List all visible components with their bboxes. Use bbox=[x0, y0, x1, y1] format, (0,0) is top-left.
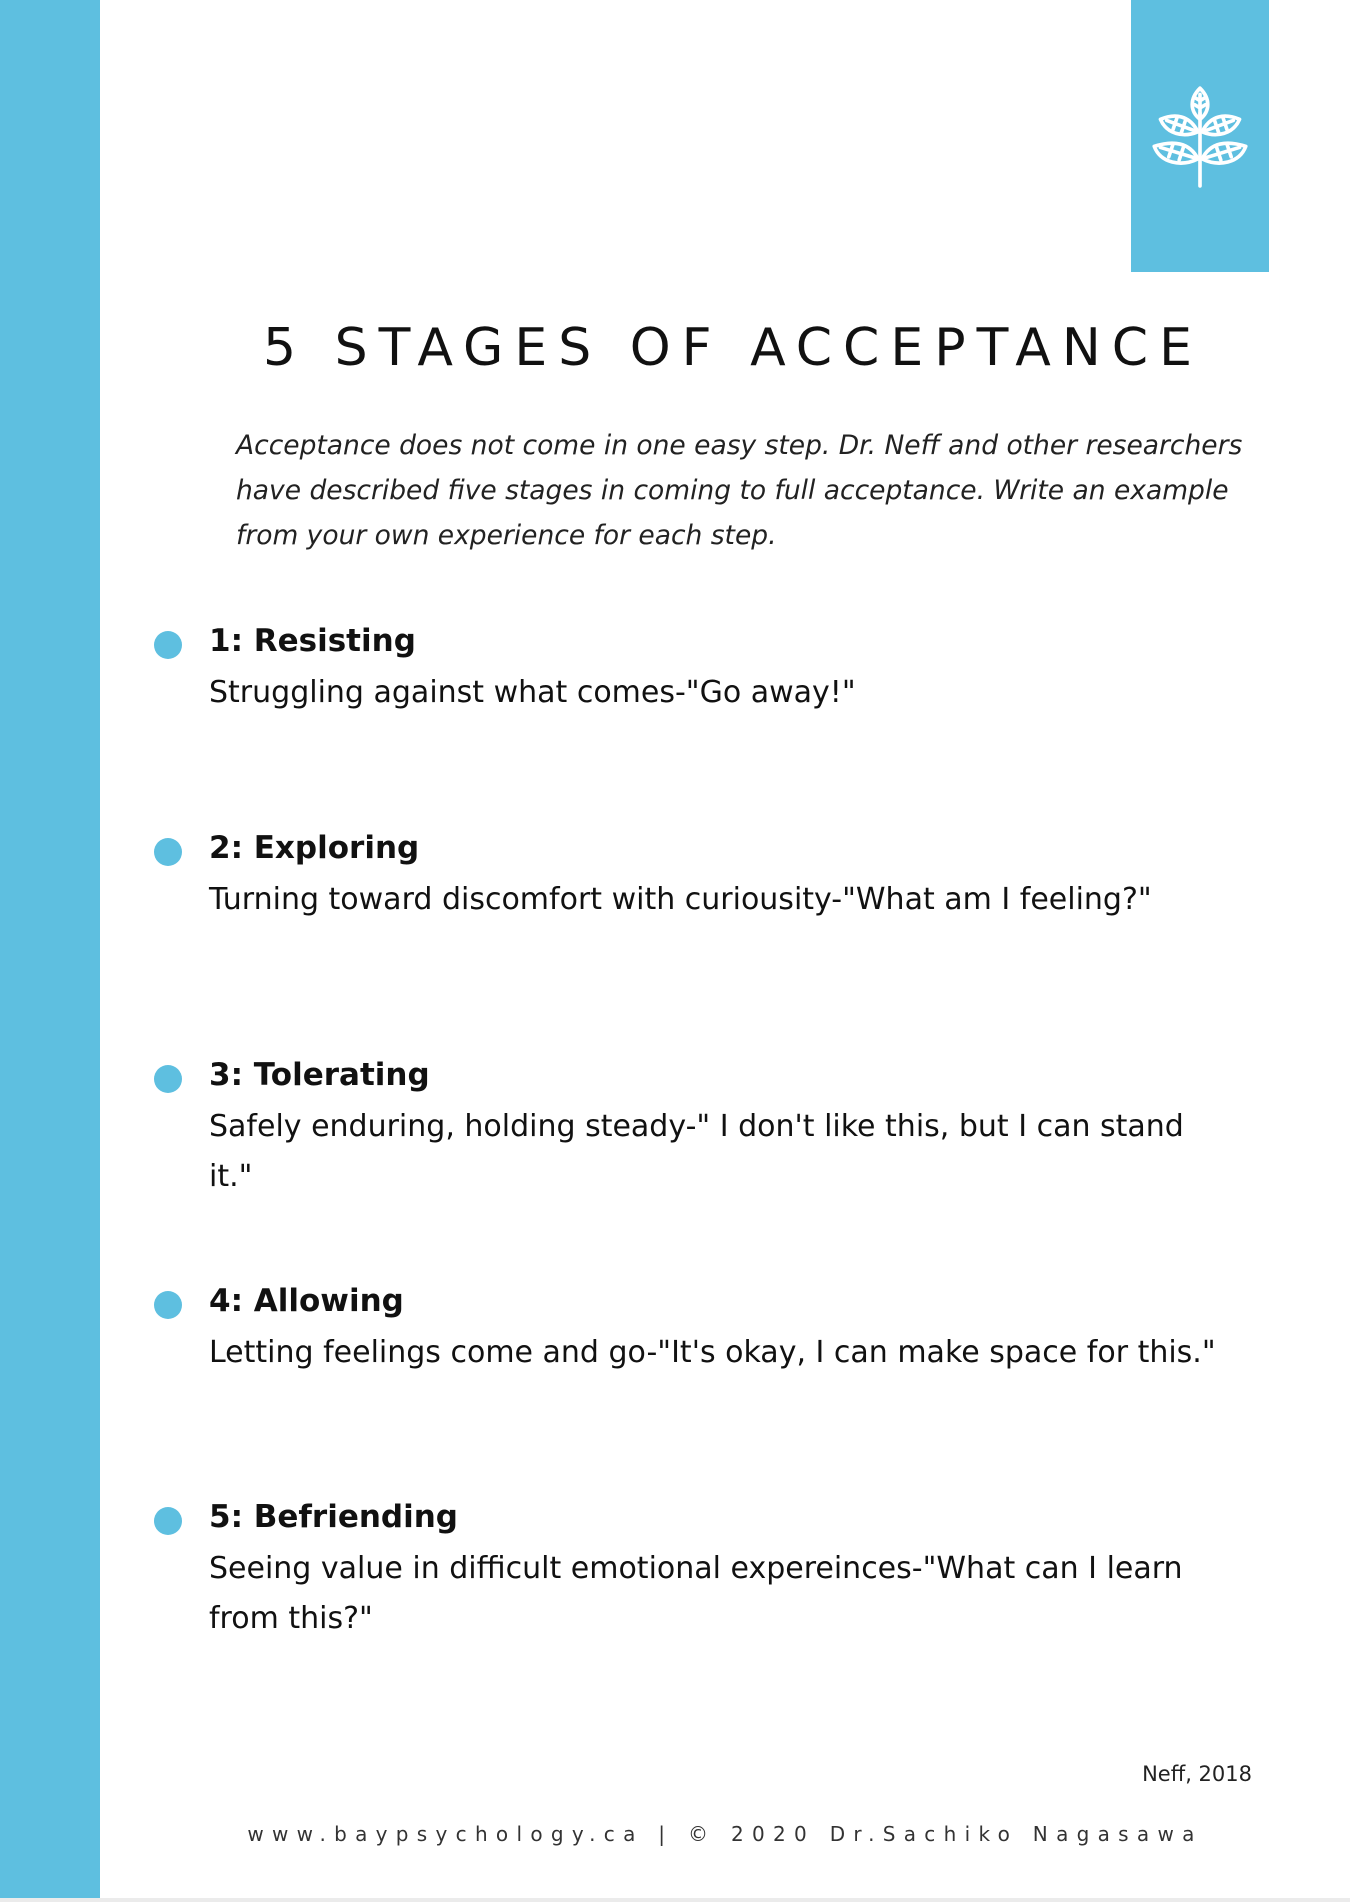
stage-item-befriending bbox=[154, 1496, 1234, 1644]
bullet-dot bbox=[154, 1291, 182, 1319]
leaf-branch-icon bbox=[1148, 84, 1252, 188]
logo-tab bbox=[1131, 0, 1269, 272]
bullet-dot bbox=[154, 1065, 182, 1093]
stage-description: Turning toward discomfort with curiousity-"What am I feeling?" bbox=[209, 882, 1152, 917]
stage-heading: 3: Tolerating bbox=[209, 1057, 430, 1093]
stage-heading: 5: Befriending bbox=[209, 1499, 458, 1535]
citation: Neff, 2018 bbox=[1142, 1762, 1252, 1786]
stage-heading: 2: Exploring bbox=[209, 830, 420, 866]
stage-item-exploring bbox=[154, 827, 1234, 925]
stage-description: Seeing value in difficult emotional expereinces-"What can I learn from this?" bbox=[209, 1551, 1183, 1636]
bullet-dot bbox=[154, 631, 182, 659]
side-accent-band bbox=[0, 0, 100, 1898]
stage-heading: 1: Resisting bbox=[209, 623, 416, 659]
stage-item-tolerating bbox=[154, 1054, 1234, 1202]
footer-credit: www.baypsychology.ca | © 2020 Dr.Sachiko Nagasawa bbox=[247, 1822, 1203, 1846]
intro-paragraph: Acceptance does not come in one easy step. Dr. Neff and other researchers have described five stages in coming to full acceptance. Write an example from your own experience for each step. bbox=[236, 430, 1243, 551]
bullet-dot bbox=[154, 1507, 182, 1535]
stage-description: Struggling against what comes-"Go away!" bbox=[209, 675, 856, 710]
stage-heading: 4: Allowing bbox=[209, 1283, 404, 1319]
stage-item-allowing bbox=[154, 1280, 1234, 1378]
stage-description: Safely enduring, holding steady-" I don't like this, but I can stand it." bbox=[209, 1109, 1184, 1194]
stage-description: Letting feelings come and go-"It's okay, I can make space for this." bbox=[209, 1335, 1216, 1370]
stage-item-resisting bbox=[154, 620, 1234, 718]
bullet-dot bbox=[154, 838, 182, 866]
page-title: 5 STAGES OF ACCEPTANCE bbox=[263, 318, 1203, 378]
